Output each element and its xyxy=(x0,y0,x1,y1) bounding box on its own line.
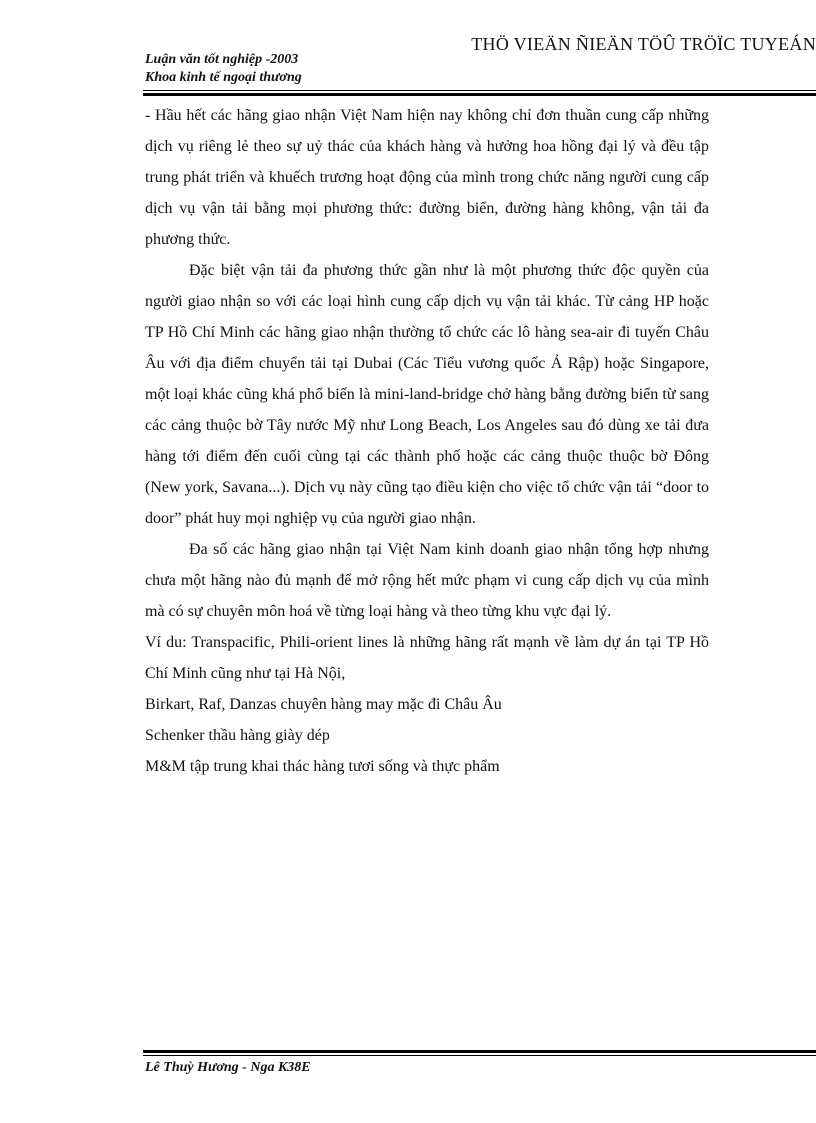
library-title: THÖ VIEÄN ÑIEÄN TÖÛ TRÖÏC TUYEÁN xyxy=(471,34,816,54)
thesis-title: Luận văn tốt nghiệp -2003 xyxy=(145,52,299,67)
paragraph-birkart: Birkart, Raf, Danzas chuyên hàng may mặc đi Châu Âu xyxy=(145,696,502,713)
faculty-name: Khoa kinh tế ngoại thương xyxy=(145,70,302,85)
document-body xyxy=(145,100,709,782)
paragraph-3: Đa số các hãng giao nhận tại Việt Nam kinh doanh giao nhận tổng hợp nhưng chưa một hãng nào đủ mạnh để mở rộng hết mức phạm vi cung cấp dịch vụ của mình mà có sự chuyên môn hoá về từng loại hàng và theo từng khu vực đại lý. xyxy=(145,541,709,620)
header-rule xyxy=(143,90,816,96)
paragraph-example: Ví du: Transpacific, Phili-orient lines là những hãng rất mạnh về làm dự án tại TP Hồ Chí Minh cũng như tại Hà Nội, xyxy=(145,634,709,682)
paragraph-1: - Hầu hết các hãng giao nhận Việt Nam hiện nay không chỉ đơn thuần cung cấp những dịch vụ riêng lẻ theo sự uỷ thác của khách hàng và hưởng hoa hồng đại lý và đều tập trung phát triển và khuếch trương hoạt động của mình trong chức năng người cung cấp dịch vụ vận tải bằng mọi phương thức: đường biển, đường hàng không, vận tải đa phương thức. xyxy=(145,107,709,248)
footer-rule xyxy=(143,1050,816,1056)
paragraph-mm: M&M tập trung khai thác hàng tươi sống và thực phẩm xyxy=(145,758,500,775)
header-left xyxy=(145,51,302,87)
paragraph-2: Đặc biệt vận tải đa phương thức gần như là một phương thức độc quyền của người giao nhận so với các loại hình cung cấp dịch vụ vận tải khác. Từ cảng HP hoặc TP Hồ Chí Minh các hãng giao nhận thường tổ chức các lô hàng sea-air đi tuyến Châu Âu với địa điểm chuyển tải tại Dubai (Các Tiểu vương quốc Ả Rập) hoặc Singapore, một loại khác cũng khá phổ biến là mini-land-bridge chở hàng bằng đường biển từ sang các cảng thuộc bờ Tây nước Mỹ như Long Beach, Los Angeles sau đó dùng xe tải đưa hàng tới điểm đến cuối cùng tại các thành phố hoặc các cảng thuộc thuộc bờ Đông (New york, Savana...). Dịch vụ này cũng tạo điều kiện cho việc tổ chức vận tải “door to door” phát huy mọi nghiệp vụ của người giao nhận. xyxy=(145,262,709,527)
paragraph-schenker: Schenker thầu hàng giày dép xyxy=(145,727,330,744)
footer-author: Lê Thuỳ Hương - Nga K38E xyxy=(145,1060,311,1075)
